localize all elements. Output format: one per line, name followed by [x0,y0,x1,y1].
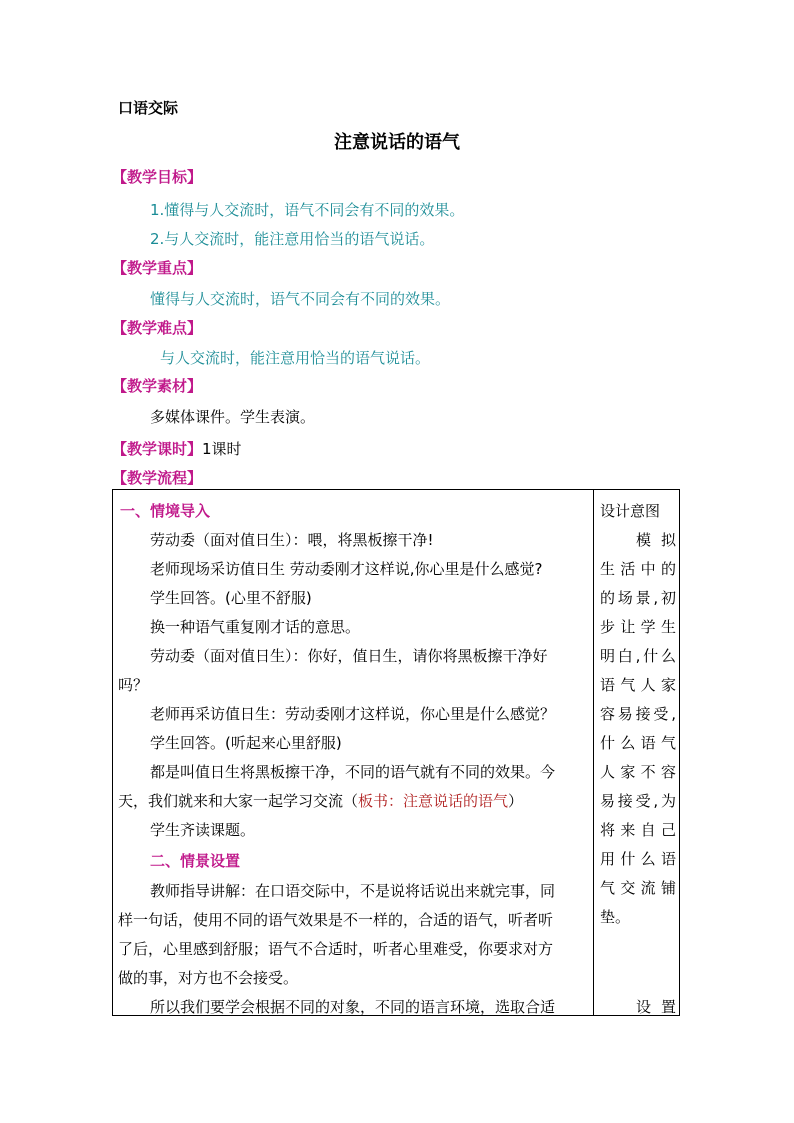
table-line: 所以我们要学会根据不同的对象，不同的语言环境，选取合适 [150,998,556,1016]
table-line: 换一种语气重复刚才话的意思。 [150,618,361,636]
page-title: 注意说话的语气 [334,132,460,153]
design-intent-line: 容易接受, [600,705,676,723]
design-intent-line: 语气人家 [600,676,676,694]
design-intent-line: 的场景,初 [600,589,676,607]
process-heading: 【教学流程】 [112,469,203,487]
table-line [118,790,523,811]
objective-item: 1.懂得与人交流时，语气不同会有不同的效果。 [150,201,465,219]
key-points-heading: 【教学重点】 [112,259,203,277]
objectives-heading: 【教学目标】 [112,168,203,186]
design-intent-line: 什么语气 [600,734,676,752]
objective-item: 2.与人交流时，能注意用恰当的语气说话。 [150,230,435,248]
table-line: 了后，心里感到舒服；语气不合适时，听者心里难受，你要求对方 [118,940,554,958]
materials-heading: 【教学素材】 [112,377,203,395]
section-heading-intro: 一、情境导入 [120,502,211,520]
table-line: 劳动委（面对值日生）：你好，值日生，请你将黑板擦干净好 [150,647,548,665]
table-line: 老师再采访值日生：劳动委刚才这样说，你心里是什么感觉？ [150,705,556,723]
design-intent-line: 将来自己 [600,821,676,839]
table-line: 做的事，对方也不会接受。 [118,969,299,987]
design-intent-line: 易接受,为 [600,792,676,810]
design-intent-line: 明白,什么 [600,647,676,665]
design-intent-line: 垫。 [600,908,631,926]
board-writing: 板书：注意说话的语气 [358,792,509,810]
column-divider [593,490,594,1015]
design-intent-line: 人家不容 [600,763,676,781]
design-intent-line: 步让学生 [600,618,676,636]
design-intent-column [600,490,676,1015]
line-text: 天，我们就来和大家一起学习交流（ [118,792,359,810]
design-intent-heading: 设计意图 [600,502,661,520]
table-line: 都是叫值日生将黑板擦干净，不同的语气就有不同的效果。今 [150,763,556,781]
line-text: ） [508,792,524,810]
table-line: 样一句话，使用不同的语气效果是不一样的，合适的语气，听者听 [118,911,554,929]
table-line: 吗？ [118,676,149,694]
design-intent-line: 生活中的 [600,560,676,578]
table-line: 劳动委（面对值日生）：喂，将黑板擦干净! [150,531,434,549]
hours-heading: 【教学课时】 [112,440,203,458]
key-points-text: 懂得与人交流时，语气不同会有不同的效果。 [150,290,451,308]
design-intent-line: 用什么语 [600,850,676,868]
table-line: 学生齐读课题。 [150,821,256,839]
difficulties-heading: 【教学难点】 [112,319,203,337]
design-intent-line: 模拟 [636,531,676,549]
section-label: 口语交际 [118,99,179,117]
table-line: 教师指导讲解：在口语交际中，不是说将话说出来就完事，同 [150,882,556,900]
table-line: 老师现场采访值日生 劳动委刚才这样说,你心里是什么感觉? [150,560,543,578]
difficulties-text: 与人交流时，能注意用恰当的语气说话。 [160,349,431,367]
teaching-flow-table [112,489,680,1016]
design-intent-line: 设置 [636,998,676,1016]
hours-row [112,438,242,459]
table-line: 学生回答。(心里不舒服) [150,589,312,607]
hours-text: 1课时 [202,440,242,458]
section-heading-scenario: 二、情景设置 [150,852,241,870]
design-intent-line: 气交流铺 [600,879,676,897]
materials-text: 多媒体课件。学生表演。 [150,408,316,426]
table-line: 学生回答。(听起来心里舒服) [150,734,342,752]
